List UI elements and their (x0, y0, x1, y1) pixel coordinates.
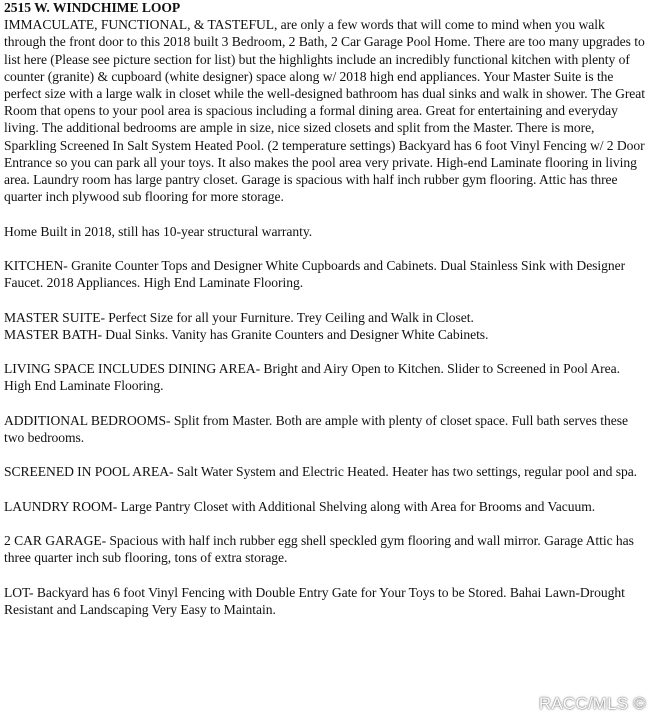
spacer (4, 446, 646, 463)
spacer (4, 481, 646, 498)
listing-document (4, 0, 646, 618)
spacer (4, 567, 646, 584)
living-space-paragraph: LIVING SPACE INCLUDES DINING AREA- Bright and Airy Open to Kitchen. Slider to Screened in Pool Area. High End Laminate Flooring. (4, 361, 620, 394)
bedrooms-paragraph: ADDITIONAL BEDROOMS- Split from Master. Both are ample with plenty of closet space. Full bath serves these two bedrooms. (4, 412, 628, 445)
kitchen-paragraph: KITCHEN- Granite Counter Tops and Designer White Cupboards and Cabinets. Dual Stainless Sink with Designer Faucet. 2018 Appliances. High End Laminate Flooring. (4, 258, 626, 291)
intro-paragraph: IMMACULATE, FUNCTIONAL, & TASTEFUL, are only a few words that will come to mind when you walk through the front door to this 2018 built 3 Bedroom, 2 Bath, 2 Car Garage Pool Home. There are too many upgrades to list here (Please see picture section for list) but the highlights include an incredibly functional kitchen with plenty of counter (granite) & cupboard (white designer) space along w/ 2018 high end appliances. Your Master Suite is the perfect size with a large walk in closet while the well-designed bathroom has dual sinks and walk in shower. The Great Room that opens to your pool area is spacious including a formal dining area. Great for entertaining and everyday living. The additional bedrooms are ample in size, nice sized closets and split from the Master. There is more, Sparkling Screened In Salt System Heated Pool. (2 temperature settings) Backyard has 6 foot Vinyl Fencing w/ 2 Door Entrance so you can park all your toys. It also makes the pool area very private. High-end Laminate flooring in living area. Laundry room has large pantry closet. Garage is spacious with half inch rubber gym flooring. Attic has three quarter inch plywood sub flooring for more storage. (4, 17, 646, 205)
spacer (4, 240, 646, 257)
spacer (4, 515, 646, 532)
lot-paragraph: LOT- Backyard has 6 foot Vinyl Fencing with Double Entry Gate for Your Toys to be Stored. Bahai Lawn-Drought Resistant and Landscaping Very Easy to Maintain. (4, 584, 625, 617)
spacer (4, 205, 646, 222)
property-address-title: 2515 W. WINDCHIME LOOP (4, 0, 181, 15)
master-bath-paragraph: MASTER BATH- Dual Sinks. Vanity has Granite Counters and Designer White Cabinets. (4, 326, 489, 342)
mls-watermark: RACC/MLS © (538, 694, 646, 713)
warranty-paragraph: Home Built in 2018, still has 10-year structural warranty. (4, 223, 313, 239)
laundry-paragraph: LAUNDRY ROOM- Large Pantry Closet with Additional Shelving along with Area for Brooms and Vacuum. (4, 498, 596, 514)
spacer (4, 291, 646, 308)
master-suite-paragraph: MASTER SUITE- Perfect Size for all your Furniture. Trey Ceiling and Walk in Closet. (4, 309, 474, 325)
spacer (4, 395, 646, 412)
spacer (4, 343, 646, 360)
pool-paragraph: SCREENED IN POOL AREA- Salt Water System and Electric Heated. Heater has two settings, regular pool and spa. (4, 464, 638, 480)
garage-paragraph: 2 CAR GARAGE- Spacious with half inch rubber egg shell speckled gym flooring and wall mirror. Garage Attic has three quarter inch sub flooring, tons of extra storage. (4, 533, 634, 566)
